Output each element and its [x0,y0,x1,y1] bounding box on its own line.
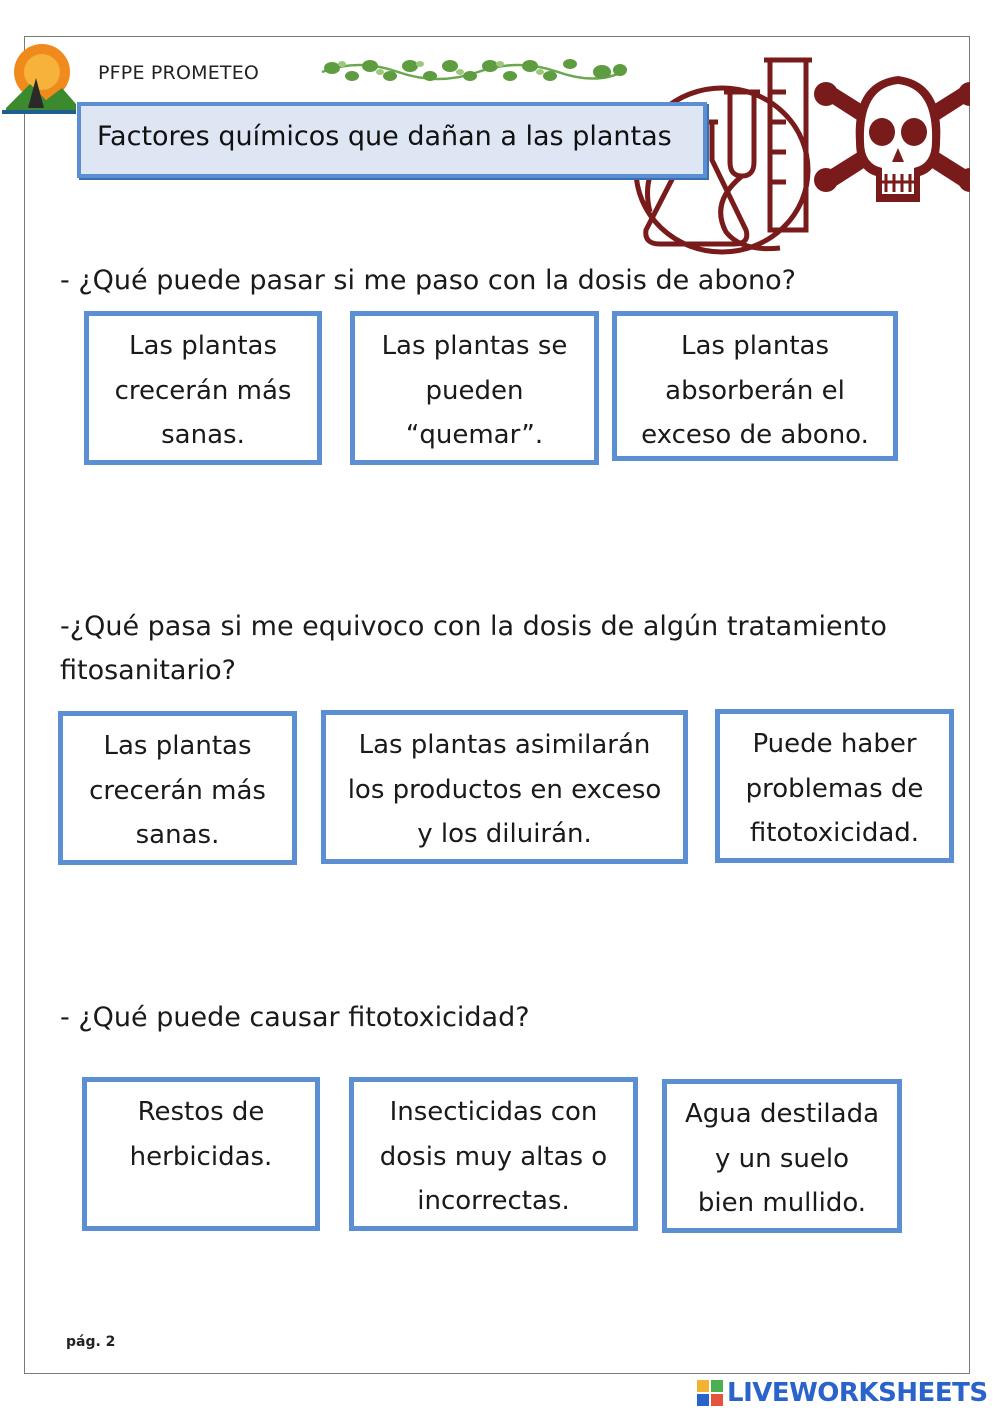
answer-option-3-2[interactable] [349,1077,638,1231]
page-number: pág. 2 [66,1334,116,1350]
answer-option-3-1[interactable] [82,1077,320,1231]
page-title: Factores químicos que dañan a las plantas [97,121,672,152]
answer-option-1-1[interactable] [84,311,322,465]
answer-option-label: Las plantas crecerán más sanas. [114,331,292,450]
answer-option-2-2[interactable] [321,710,688,864]
liveworksheets-brand[interactable] [697,1377,988,1409]
answer-option-1-2[interactable] [350,311,599,465]
answer-option-label: Puede haber problemas de fitotoxicidad. [745,729,924,848]
answer-option-1-3[interactable] [612,311,898,461]
school-logo-icon [2,38,76,118]
answer-option-3-3[interactable] [662,1079,902,1233]
answer-option-label: Agua destilada y un suelo bien mullido. [684,1099,880,1218]
answer-option-label: Las plantas asimilarán los productos en exceso y los diluirán. [347,730,662,849]
question-1: - ¿Qué puede pasar si me paso con la dosis de abono? [60,265,796,296]
answer-option-2-1[interactable] [58,711,297,865]
school-name: PFPE PROMETEO [98,62,260,84]
answer-option-label: Restos de herbicidas. [129,1097,273,1172]
liveworksheets-logo-icon [697,1380,723,1406]
answer-option-2-3[interactable] [715,709,954,863]
answer-option-label: Las plantas se pueden “quemar”. [381,331,568,450]
liveworksheets-wordmark: LIVEWORKSHEETS [727,1378,988,1408]
question-3: - ¿Qué puede causar fitotoxicidad? [60,1002,530,1033]
title-box [77,102,707,178]
answer-option-label: Las plantas crecerán más sanas. [89,731,266,850]
question-2: -¿Qué pasa si me equivoco con la dosis de algún tratamiento fitosanitario? [60,611,887,686]
answer-option-label: Las plantas absorberán el exceso de abono. [641,331,869,450]
vine-decoration-icon [318,52,630,88]
answer-option-label: Insecticidas con dosis muy altas o incorrectas. [379,1097,608,1216]
